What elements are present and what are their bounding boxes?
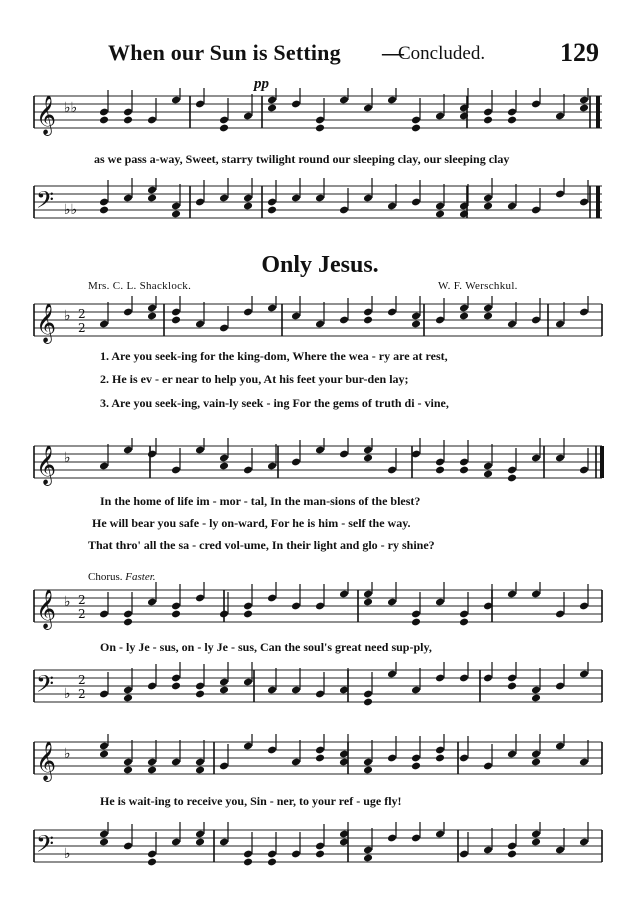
svg-text:𝄞: 𝄞 (36, 303, 57, 343)
note-head (171, 682, 181, 691)
note-head (147, 194, 157, 203)
note-head (483, 470, 493, 479)
note-head (219, 686, 229, 695)
note-head (171, 610, 181, 619)
chorus-lyric-1: On - ly Je - sus, on - ly Je - sus, Can the soul's great need sup-ply, (100, 640, 432, 654)
svg-text:𝄞: 𝄞 (36, 445, 57, 485)
note-head (267, 104, 277, 113)
note-head (243, 858, 253, 867)
svg-text:♭: ♭ (64, 308, 71, 324)
note-head (411, 618, 421, 627)
note-head (435, 466, 445, 475)
chorus-lyric-2: He is wait-ing to receive you, Sin - ner, to your ref - uge fly! (100, 794, 402, 808)
song-title: Only Jesus. (261, 252, 379, 278)
note-head (219, 124, 229, 133)
note-head (315, 754, 325, 763)
svg-text:2: 2 (78, 307, 86, 321)
note-head (267, 206, 277, 215)
note-head (99, 206, 109, 215)
note-head (507, 850, 517, 859)
svg-text:2: 2 (78, 687, 86, 701)
staff-bass-1 (0, 178, 640, 222)
note-head (195, 690, 205, 699)
chorus-label-text: Chorus. (88, 571, 123, 583)
svg-text:𝄞: 𝄞 (36, 741, 57, 781)
svg-text:2: 2 (78, 321, 86, 335)
note-head (507, 474, 517, 483)
staff-chorus-bass-2 (0, 822, 640, 866)
note-head (171, 316, 181, 325)
note-head (195, 838, 205, 847)
staff-chorus-treble-2 (0, 734, 640, 781)
header-concluded: Concluded. (398, 43, 486, 64)
svg-text:𝄢: 𝄢 (36, 670, 55, 703)
note-head (531, 694, 541, 703)
note-head (483, 312, 493, 321)
staff-verse-2 (0, 438, 640, 485)
note-head (579, 104, 589, 113)
note-head (147, 312, 157, 321)
svg-text:♭: ♭ (64, 686, 71, 702)
note-head (363, 854, 373, 863)
first-song-lyric: as we pass a-way, Sweet, starry twilight round our sleeping clay, our sleeping clay (94, 152, 510, 166)
svg-text:𝄞: 𝄞 (36, 589, 57, 629)
svg-text:2: 2 (78, 593, 86, 607)
tempo-marking: Faster. (125, 571, 156, 583)
note-head (219, 462, 229, 471)
note-head (99, 750, 109, 759)
svg-text:♭♭: ♭♭ (64, 100, 78, 116)
author-credit: Mrs. C. L. Shacklock. (88, 280, 192, 292)
composer-credit: W. F. Werschkul. (438, 280, 518, 292)
note-head (411, 320, 421, 329)
note-head (411, 124, 421, 133)
note-head (123, 618, 133, 627)
note-head (507, 682, 517, 691)
verse3-part2: That thro' all the sa - cred vol-ume, In their light and glo - ry shine? (88, 538, 435, 552)
note-head (483, 202, 493, 211)
svg-text:♭: ♭ (64, 450, 71, 466)
note-head (171, 210, 181, 219)
verse1-part2: In the home of life im - mor - tal, In the man-sions of the blest? (100, 494, 421, 508)
svg-text:2: 2 (78, 673, 86, 687)
svg-text:𝄢: 𝄢 (36, 830, 55, 863)
note-head (363, 454, 373, 463)
note-head (363, 698, 373, 707)
note-head (123, 766, 133, 775)
svg-text:2: 2 (78, 607, 86, 621)
note-head (507, 116, 517, 125)
note-head (243, 202, 253, 211)
dynamic-marking: pp (254, 76, 269, 92)
note-head (99, 838, 109, 847)
note-head (315, 850, 325, 859)
svg-text:♭: ♭ (64, 846, 71, 862)
note-head (195, 766, 205, 775)
page-header-title: When our Sun is Setting (108, 40, 341, 65)
note-head (123, 116, 133, 125)
note-head (531, 758, 541, 767)
note-head (315, 124, 325, 133)
note-head (363, 598, 373, 607)
note-head (459, 466, 469, 475)
staff-treble-1 (0, 88, 640, 135)
note-head (147, 766, 157, 775)
svg-text:𝄢: 𝄢 (36, 186, 55, 219)
header-dash: — (382, 40, 404, 65)
note-head (411, 762, 421, 771)
note-head (243, 610, 253, 619)
verse1-part1: 1. Are you seek-ing for the king-dom, Where the wea - ry are at rest, (100, 349, 448, 363)
note-head (435, 754, 445, 763)
staff-verse-1 (0, 296, 640, 343)
note-head (123, 694, 133, 703)
note-head (459, 618, 469, 627)
verse3-part1: 3. Are you seek-ing, vain-ly seek - ing For the gems of truth di - vine, (100, 396, 449, 410)
staff-chorus-bass-1 (0, 662, 640, 706)
svg-text:♭: ♭ (64, 594, 71, 610)
verse2-part2: He will bear you safe - ly on-ward, For he is him - self the way. (92, 516, 411, 530)
verse2-part1: 2. He is ev - er near to help you, At his feet your bur-den lay; (100, 372, 409, 386)
note-head (363, 766, 373, 775)
note-head (531, 838, 541, 847)
note-head (363, 316, 373, 325)
note-head (435, 210, 445, 219)
svg-text:♭♭: ♭♭ (64, 202, 78, 218)
staff-chorus-treble-1 (0, 582, 640, 629)
note-head (459, 312, 469, 321)
note-head (147, 858, 157, 867)
note-head (99, 116, 109, 125)
svg-text:♭: ♭ (64, 746, 71, 762)
svg-text:𝄞: 𝄞 (36, 95, 57, 135)
note-head (483, 116, 493, 125)
page-number: 129 (560, 38, 599, 67)
note-head (267, 858, 277, 867)
